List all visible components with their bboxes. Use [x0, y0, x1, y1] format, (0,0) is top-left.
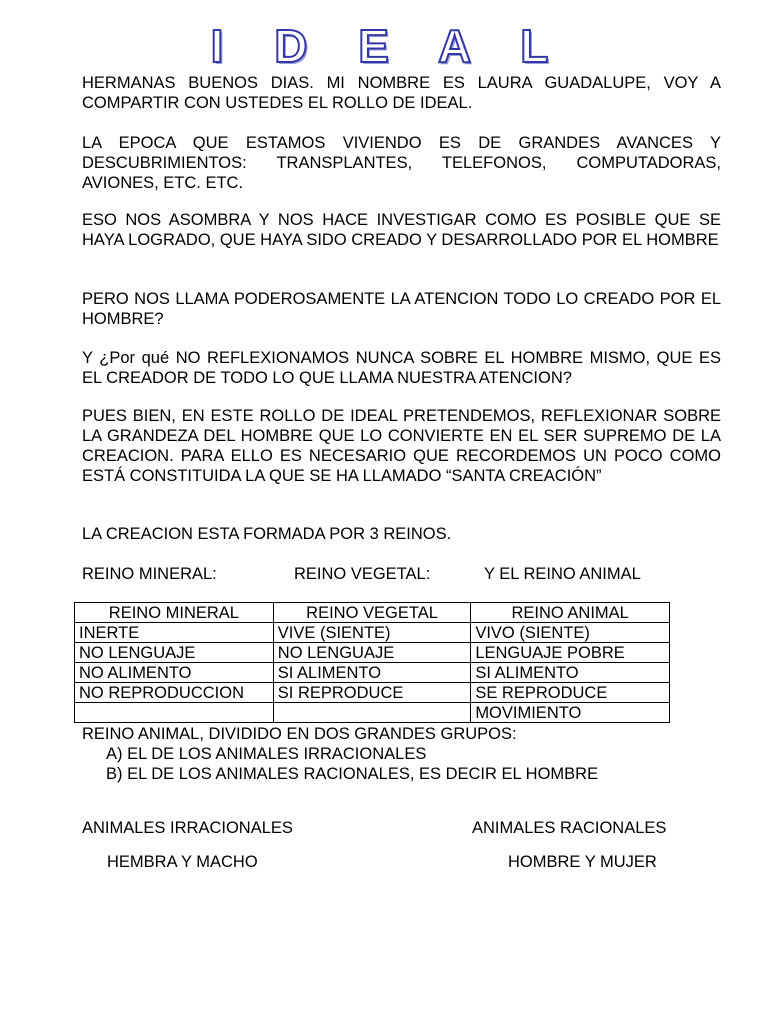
paragraph-atencion: PERO NOS LLAMA PODEROSAMENTE LA ATENCION TODO LO CREADO POR EL HOMBRE? — [82, 290, 721, 328]
table-row — [75, 663, 670, 683]
paragraph-greeting: HERMANAS BUENOS DIAS. MI NOMBRE ES LAURA GUADALUPE, VOY A COMPARTIR CON USTEDES EL ROLLO DE IDEAL. — [82, 74, 721, 112]
table-cell: LENGUAJE POBRE — [471, 643, 670, 663]
table-cell: NO LENGUAJE — [273, 643, 471, 663]
paragraph-reflexion: Y ¿Por qué NO REFLEXIONAMOS NUNCA SOBRE EL HOMBRE MISMO, QUE ES EL CREADOR DE TODO LO QUE LLAMA NUESTRA ATENCION? — [82, 349, 721, 387]
reino-mineral-label: REINO MINERAL: — [82, 565, 217, 583]
table-cell: SI ALIMENTO — [471, 663, 670, 683]
table-header-row — [75, 603, 670, 623]
reinos-table — [74, 602, 670, 723]
table-cell: NO REPRODUCCION — [75, 683, 274, 703]
table-row — [75, 683, 670, 703]
paragraph-creacion: LA CREACION ESTA FORMADA POR 3 REINOS. — [82, 525, 452, 543]
group-racionales: ANIMALES RACIONALES — [472, 819, 667, 837]
table-row — [75, 643, 670, 663]
group-irracionales-sub: HEMBRA Y MACHO — [107, 853, 258, 871]
table-cell — [75, 703, 274, 723]
division-heading: REINO ANIMAL, DIVIDIDO EN DOS GRANDES GRUPOS: — [82, 725, 517, 743]
table-row — [75, 623, 670, 643]
table-cell: SI REPRODUCE — [273, 683, 471, 703]
paragraph-pretendemos: PUES BIEN, EN ESTE ROLLO DE IDEAL PRETENDEMOS, REFLEXIONAR SOBRE LA GRANDEZA DEL HOMBRE QUE LO CONVIERTE EN EL SER SUPREMO DE LA CREACION. PARA ELLO ES NECESARIO QUE RECORDEMOS UN POCO COMO ESTÁ CONSTITUIDA LA QUE SE HA LLAMADO “SANTA CREACIÓN” — [82, 407, 721, 485]
table-header-mineral: REINO MINERAL — [75, 603, 274, 623]
table-cell: INERTE — [75, 623, 274, 643]
table-header-vegetal: REINO VEGETAL — [273, 603, 471, 623]
table-cell: MOVIMIENTO — [471, 703, 670, 723]
reino-animal-label: Y EL REINO ANIMAL — [484, 565, 641, 583]
table-cell: VIVO (SIENTE) — [471, 623, 670, 643]
reino-vegetal-label: REINO VEGETAL: — [294, 565, 431, 583]
group-irracionales: ANIMALES IRRACIONALES — [82, 819, 293, 837]
document-title: I D E A L — [210, 20, 568, 72]
table-cell — [273, 703, 471, 723]
paragraph-asombra: ESO NOS ASOMBRA Y NOS HACE INVESTIGAR COMO ES POSIBLE QUE SE HAYA LOGRADO, QUE HAYA SIDO CREADO Y DESARROLLADO POR EL HOMBRE — [82, 211, 721, 249]
group-racionales-sub: HOMBRE Y MUJER — [508, 853, 657, 871]
table-header-animal: REINO ANIMAL — [471, 603, 670, 623]
table-cell: SE REPRODUCE — [471, 683, 670, 703]
table-cell: NO ALIMENTO — [75, 663, 274, 683]
division-item-a: A) EL DE LOS ANIMALES IRRACIONALES — [106, 745, 427, 763]
paragraph-epoca: LA EPOCA QUE ESTAMOS VIVIENDO ES DE GRANDES AVANCES Y DESCUBRIMIENTOS: TRANSPLANTES, TELEFONOS, COMPUTADORAS, AVIONES, ETC. ETC. — [82, 134, 721, 192]
table-cell: VIVE (SIENTE) — [273, 623, 471, 643]
table-cell: NO LENGUAJE — [75, 643, 274, 663]
table-row — [75, 703, 670, 723]
table-cell: SI ALIMENTO — [273, 663, 471, 683]
division-item-b: B) EL DE LOS ANIMALES RACIONALES, ES DECIR EL HOMBRE — [106, 765, 599, 783]
